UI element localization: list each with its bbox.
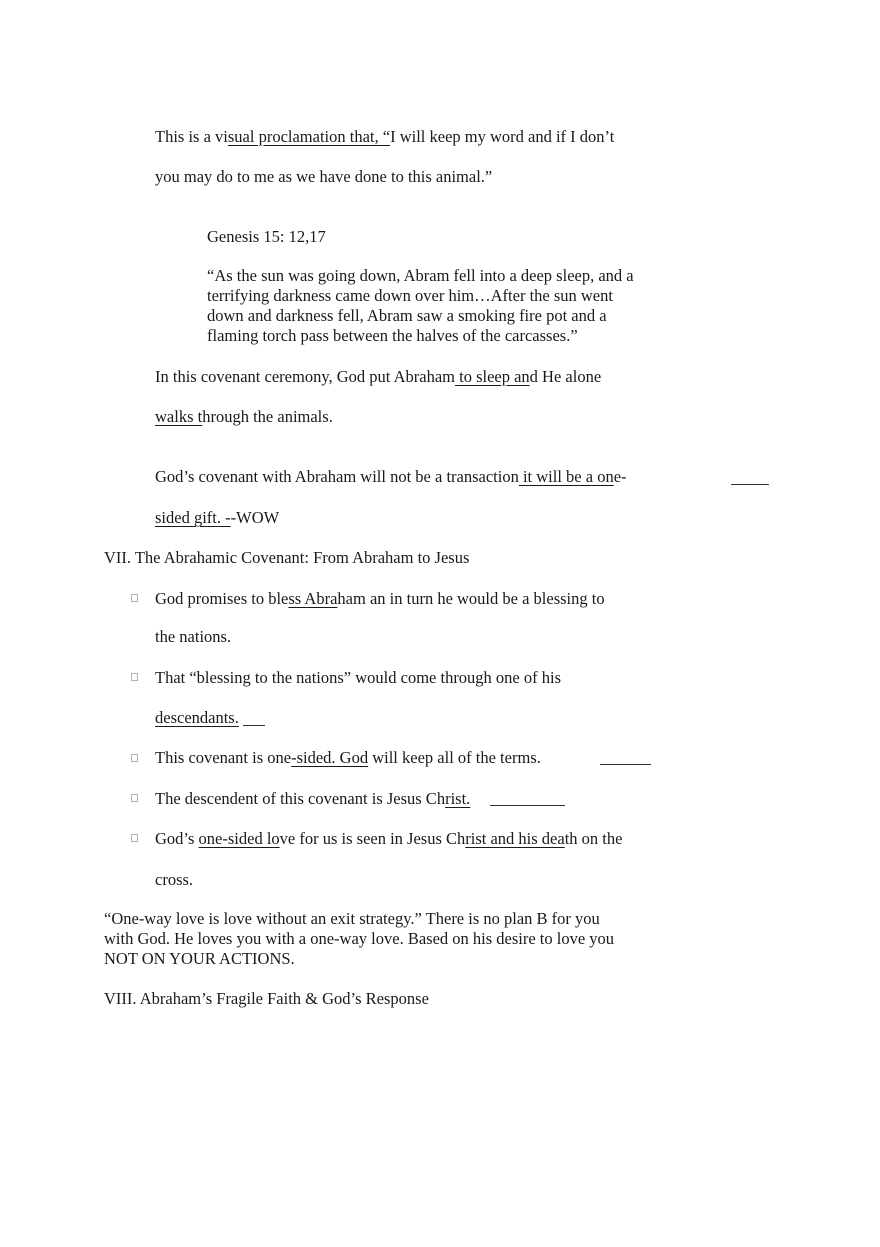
bullet-5-underlined-2: rist and his dea bbox=[465, 829, 565, 848]
bullet-3-text-b: will keep all of the terms. bbox=[368, 748, 541, 767]
checkbox-bullet-icon bbox=[131, 594, 138, 602]
intro-line-2: you may do to me as we have done to this animal.” bbox=[155, 167, 493, 186]
checkbox-bullet-icon bbox=[131, 754, 138, 762]
bullet-5-line-1 bbox=[155, 829, 622, 849]
bullet-2-underlined: descendants. bbox=[155, 708, 239, 727]
gift-line-1-underlined: it will be a on bbox=[518, 467, 614, 486]
gift-line-1 bbox=[155, 467, 627, 487]
gift-line-1-text-a: God’s covenant with Abraham will not be a transaction bbox=[155, 467, 519, 486]
intro-line-1-text-b: I will keep my word and if I don’t bbox=[390, 127, 615, 146]
checkbox-bullet-icon bbox=[131, 794, 138, 802]
bullet-1-underlined: ss Abra bbox=[288, 589, 338, 608]
bullet-4 bbox=[155, 789, 470, 809]
fill-in-blank bbox=[731, 484, 769, 485]
scripture-quote-line-3: down and darkness fell, Abram saw a smoking fire pot and a bbox=[207, 306, 607, 325]
ceremony-line-1-text-a: In this covenant ceremony, God put Abraham bbox=[155, 367, 455, 386]
ceremony-line-1 bbox=[155, 367, 601, 387]
bullet-1-line-2: the nations. bbox=[155, 627, 232, 646]
intro-line-1 bbox=[155, 127, 614, 147]
scripture-quote-line-1: “As the sun was going down, Abram fell into a deep sleep, and a bbox=[207, 266, 634, 285]
ceremony-line-1-text-b: d He alone bbox=[529, 367, 602, 386]
ceremony-line-2 bbox=[155, 407, 333, 427]
fill-in-blank bbox=[490, 805, 565, 806]
bullet-4-text-a: The descendent of this covenant is Jesus Ch bbox=[155, 789, 446, 808]
section-7-heading: VII. The Abrahamic Covenant: From Abraham to Jesus bbox=[104, 548, 470, 567]
intro-line-1-underlined: sual proclamation that, “ bbox=[227, 127, 391, 146]
bullet-5-text-a: God’s bbox=[155, 829, 199, 848]
oneway-line-3: NOT ON YOUR ACTIONS. bbox=[104, 949, 295, 968]
bullet-1-text-a: God promises to ble bbox=[155, 589, 289, 608]
fill-in-blank bbox=[600, 764, 651, 765]
checkbox-bullet-icon bbox=[131, 673, 138, 681]
scripture-reference: Genesis 15: 12,17 bbox=[207, 227, 326, 246]
bullet-2-line-1: That “blessing to the nations” would come through one of his bbox=[155, 668, 562, 687]
scripture-quote-line-4: flaming torch pass between the halves of the carcasses.” bbox=[207, 326, 578, 345]
bullet-3 bbox=[155, 748, 541, 768]
bullet-3-underlined: -sided. God bbox=[291, 748, 369, 767]
bullet-3-text-a: This covenant is one bbox=[155, 748, 292, 767]
ceremony-line-2-underlined: walks t bbox=[155, 407, 203, 426]
bullet-5-line-2: cross. bbox=[155, 870, 194, 889]
gift-line-1-text-b: e- bbox=[613, 467, 627, 486]
bullet-1-text-b: ham an in turn he would be a blessing to bbox=[337, 589, 605, 608]
ceremony-line-2-text: hrough the animals. bbox=[202, 407, 333, 426]
checkbox-bullet-icon bbox=[131, 834, 138, 842]
fill-in-blank bbox=[243, 725, 265, 726]
scripture-quote-line-2: terrifying darkness came down over him…After the sun went bbox=[207, 286, 613, 305]
gift-line-2 bbox=[155, 508, 279, 528]
bullet-2-line-2 bbox=[155, 708, 239, 728]
bullet-5-text-b: ve for us is seen in Jesus Ch bbox=[279, 829, 466, 848]
gift-line-2-underlined: sided gift. - bbox=[155, 508, 231, 527]
bullet-1-line-1 bbox=[155, 589, 605, 609]
bullet-5-text-c: th on the bbox=[564, 829, 623, 848]
intro-line-1-text-a: This is a vi bbox=[155, 127, 228, 146]
oneway-line-2: with God. He loves you with a one-way love. Based on his desire to love you bbox=[104, 929, 615, 948]
bullet-5-underlined-1: one-sided lo bbox=[198, 829, 280, 848]
oneway-line-1: “One-way love is love without an exit strategy.” There is no plan B for you bbox=[104, 909, 600, 928]
ceremony-line-1-underlined: to sleep an bbox=[454, 367, 530, 386]
gift-line-2-text: -WOW bbox=[230, 508, 280, 527]
section-8-heading: VIII. Abraham’s Fragile Faith & God’s Response bbox=[104, 989, 429, 1008]
bullet-4-underlined: rist. bbox=[445, 789, 471, 808]
